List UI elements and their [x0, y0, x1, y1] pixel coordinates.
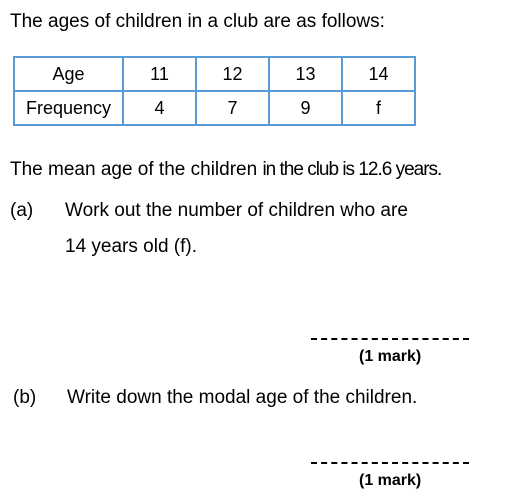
table-cell: 11 — [123, 57, 196, 91]
table-cell: f — [342, 91, 415, 125]
table-row — [14, 91, 415, 125]
question-a-label: (a) — [10, 200, 34, 221]
marks-b: (1 mark) — [359, 472, 422, 489]
intro-text: The ages of children in a club are as follows: — [10, 11, 385, 32]
question-a-text-line2: 14 years old (f). — [65, 236, 197, 257]
question-b-text: Write down the modal age of the children. — [67, 387, 418, 408]
mean-statement-start: The mean age of the children — [10, 159, 263, 180]
marks-a: (1 mark) — [359, 348, 422, 365]
row-header-age: Age — [14, 57, 123, 91]
mean-statement — [10, 158, 441, 182]
question-b-label: (b) — [13, 387, 37, 408]
mean-statement-end: in the club is 12.6 years. — [262, 159, 442, 180]
table-cell: 12 — [196, 57, 269, 91]
table-cell: 9 — [269, 91, 342, 125]
row-header-frequency: Frequency — [14, 91, 123, 125]
table-cell: 13 — [269, 57, 342, 91]
answer-line-a[interactable] — [311, 338, 469, 340]
question-a-text-line1: Work out the number of children who are — [65, 200, 408, 221]
table-row — [14, 57, 415, 91]
table-cell: 7 — [196, 91, 269, 125]
answer-line-b[interactable] — [311, 462, 469, 464]
table-cell: 4 — [123, 91, 196, 125]
table-cell: 14 — [342, 57, 415, 91]
age-frequency-table — [13, 56, 416, 126]
